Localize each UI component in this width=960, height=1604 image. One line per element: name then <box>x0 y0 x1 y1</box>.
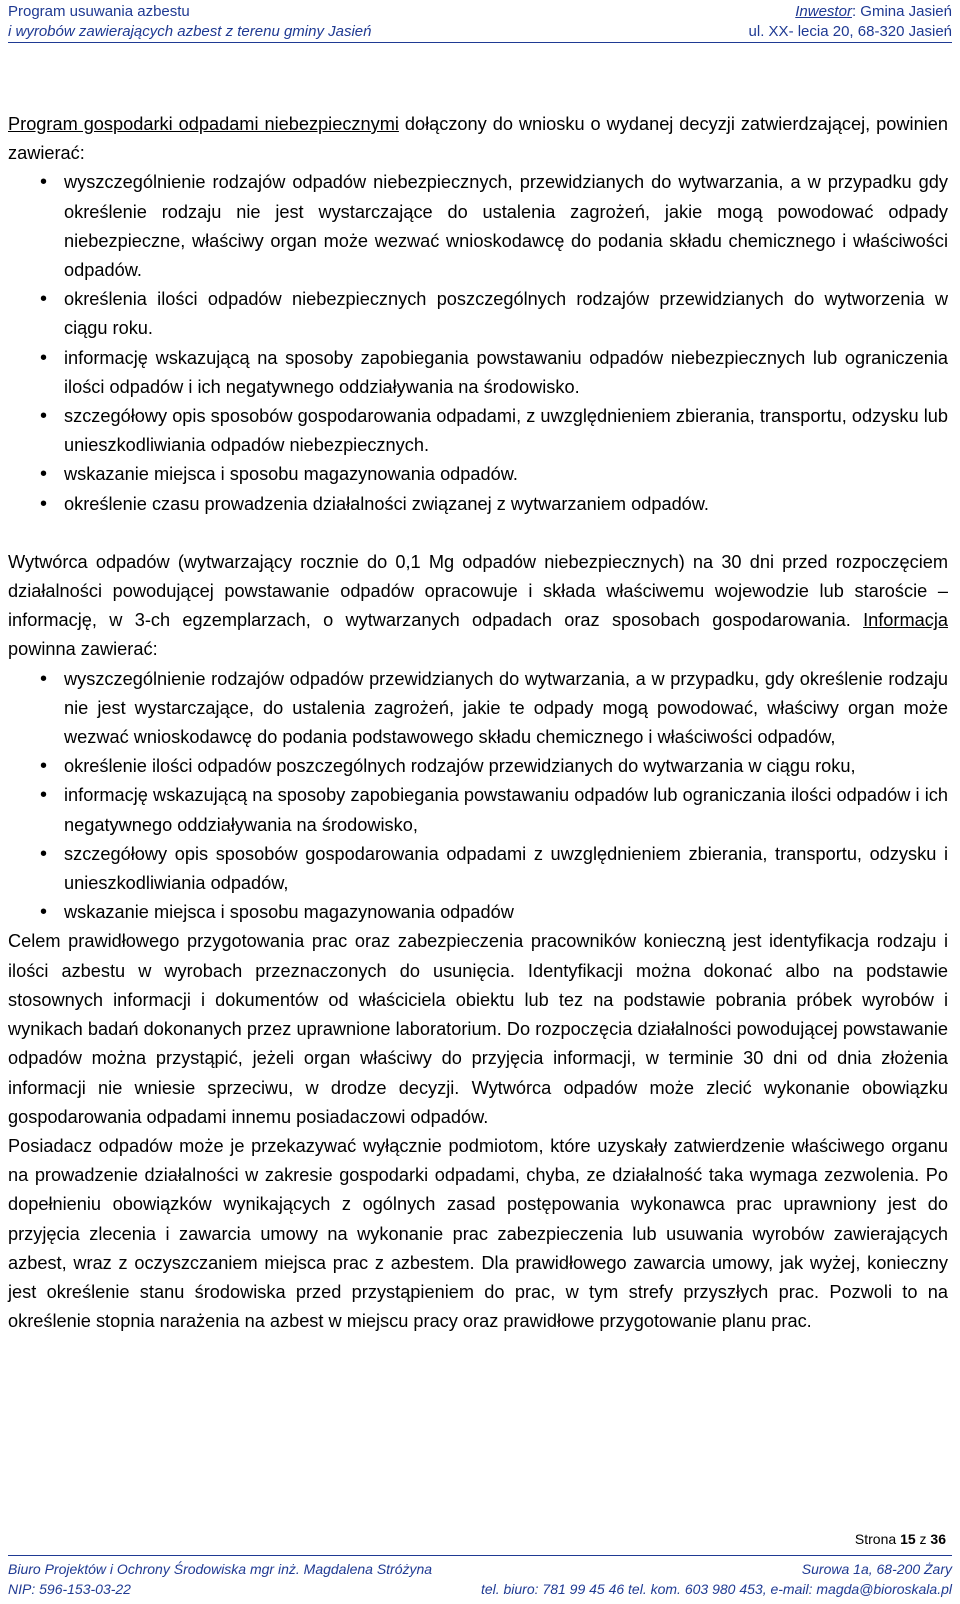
list-item: • określenie ilości odpadów poszczególnych rodzajów przewidzianych do wytwarzania w ciągu roku, <box>8 752 948 781</box>
list-item: • wskazanie miejsca i sposobu magazynowania odpadów <box>8 898 948 927</box>
footer-nip: NIP: 596-153-03-22 <box>8 1581 131 1597</box>
footer-contact: tel. biuro: 781 99 45 46 tel. kom. 603 980 453, e-mail: magda@bioroskala.pl <box>480 1581 952 1597</box>
header-investor-value: : Gmina Jasień <box>851 3 952 20</box>
footer-right <box>481 1559 952 1599</box>
page-current: 15 <box>900 1531 916 1547</box>
section2-intro <box>8 548 948 665</box>
footer-address: Surowa 1a, 68-200 Żary <box>801 1561 952 1577</box>
footer-divider <box>8 1555 952 1556</box>
page-number <box>855 1531 946 1547</box>
spacer <box>8 519 948 548</box>
page-separator: z <box>919 1531 927 1547</box>
header-investor-label: Inwestor <box>795 3 852 20</box>
section1-bullet-list <box>8 168 948 518</box>
section1-intro-underlined: Program gospodarki odpadami niebezpiecznymi <box>8 114 399 134</box>
page-label: Strona <box>854 1531 897 1547</box>
header-right <box>749 2 952 42</box>
section2-intro-before: Wytwórca odpadów (wytwarzający rocznie do 0,1 Mg odpadów niebezpiecznych) na 30 dni przed rozpoczęciem działalności powodującej powstawanie odpadów opracowuje i składa właściwemu wojewodzie lub staroście – informację, w 3-ch egzemplarzach, o wytwarzanych odpadach oraz sposobach gospodarowania. <box>8 551 948 631</box>
section2-intro-underlined: Informacja <box>863 610 948 631</box>
footer-company: Biuro Projektów i Ochrony Środowiska mgr inż. Magdalena Stróżyna <box>8 1561 433 1577</box>
list-item: • informację wskazującą na sposoby zapobiegania powstawaniu odpadów lub ograniczania ilości odpadów i ich negatywnego oddziaływania na środowisko, <box>8 781 948 839</box>
section1-intro-rest: dołączony do wniosku o wydanej decyzji zatwierdzającej, powinien zawierać: <box>8 114 948 164</box>
document-body <box>8 110 948 1336</box>
section2-intro-after: powinna zawierać: <box>8 639 158 660</box>
header-left <box>8 2 372 42</box>
list-item: • szczegółowy opis sposobów gospodarowania odpadami, z uwzględnieniem zbierania, transportu, odzysku lub unieszkodliwiania odpadów niebezpiecznych. <box>8 402 948 460</box>
header-investor <box>749 2 952 22</box>
page-total: 36 <box>930 1531 946 1547</box>
header-address: ul. XX- lecia 20, 68-320 Jasień <box>748 23 952 40</box>
list-item: • wyszczególnienie rodzajów odpadów przewidzianych do wytwarzania, a w przypadku, gdy określenie rodzaju nie jest wystarczające, do ustalenia zagrożeń, jakie te odpady mogą powodować, właściwy organ może wezwać wnioskodawcę do podania podstawowego składu chemicznego i właściwości odpadów, <box>8 665 948 753</box>
list-item: • określenie czasu prowadzenia działalności związanej z wytwarzaniem odpadów. <box>8 490 948 519</box>
list-item: • szczegółowy opis sposobów gospodarowania odpadami z uwzględnieniem zbierania, transportu, odzysku i unieszkodliwiania odpadów, <box>8 840 948 898</box>
list-item: • wskazanie miejsca i sposobu magazynowania odpadów. <box>8 460 948 489</box>
footer-left <box>8 1559 432 1599</box>
list-item: • określenia ilości odpadów niebezpiecznych poszczególnych rodzajów przewidzianych do wytworzenia w ciągu roku. <box>8 285 948 343</box>
header-divider <box>8 42 952 43</box>
list-item: • wyszczególnienie rodzajów odpadów niebezpiecznych, przewidzianych do wytwarzania, a w przypadku gdy określenie rodzaju nie jest wystarczające do ustalenia zagrożeń, jakie mogą powodować odpady niebezpieczne, właściwy organ może wezwać wnioskodawcę do podania składu chemicznego i właściwości odpadów. <box>8 168 948 285</box>
paragraph-identification: Celem prawidłowego przygotowania prac oraz zabezpieczenia pracowników konieczną jest identyfikacja rodzaju i ilości azbestu w wyrobach przeznaczonych do usunięcia. Identyfikacji można dokonać albo na podstawie stosownych informacji i dokumentów od właściciela obiektu lub tez na podstawie pobrania próbek wyrobów i wynikach badań dokonanych przez uprawnione laboratorium. Do rozpoczęcia działalności powodującej powstawanie odpadów można przystąpić, jeżeli organ właściwy do przyjęcia informacji, w terminie 30 dni od dnia złożenia informacji nie wniesie sprzeciwu, w drodze decyzji. Wytwórca odpadów może zlecić wykonanie obowiązku gospodarowania odpadami innemu posiadaczowi odpadów. <box>8 931 948 1127</box>
header-program-subtitle: i wyrobów zawierających azbest z terenu gminy Jasień <box>8 23 372 40</box>
section1-intro <box>8 110 948 168</box>
section2-bullet-list <box>8 665 948 928</box>
list-item: • informację wskazującą na sposoby zapobiegania powstawaniu odpadów niebezpiecznych lub ograniczenia ilości odpadów i ich negatywnego oddziaływania na środowisko. <box>8 344 948 402</box>
header-program-title: Program usuwania azbestu <box>8 3 190 20</box>
paragraph-waste-holder: Posiadacz odpadów może je przekazywać wyłącznie podmiotom, które uzyskały zatwierdzenie właściwego organu na prowadzenie działalności w zakresie gospodarki odpadami, chyba, ze działalność taka wymaga zezwolenia. Po dopełnieniu obowiązków wynikających z ogólnych zasad postępowania wykonawca prac uprawniony jest do przyjęcia zlecenia i zawarcia umowy na wykonanie prac zabezpieczenia lub usuwania wyrobów zawierających azbest, wraz z oczyszczaniem miejsca prac z azbestem. Dla prawidłowego zawarcia umowy, jak wyżej, konieczny jest określenie stanu środowiska przed przystąpieniem do prac, w tym strefy przyszłych prac. Pozwoli to na określenie stopnia narażenia na azbest w miejscu pracy oraz prawidłowe przygotowanie planu prac. <box>8 1135 948 1332</box>
